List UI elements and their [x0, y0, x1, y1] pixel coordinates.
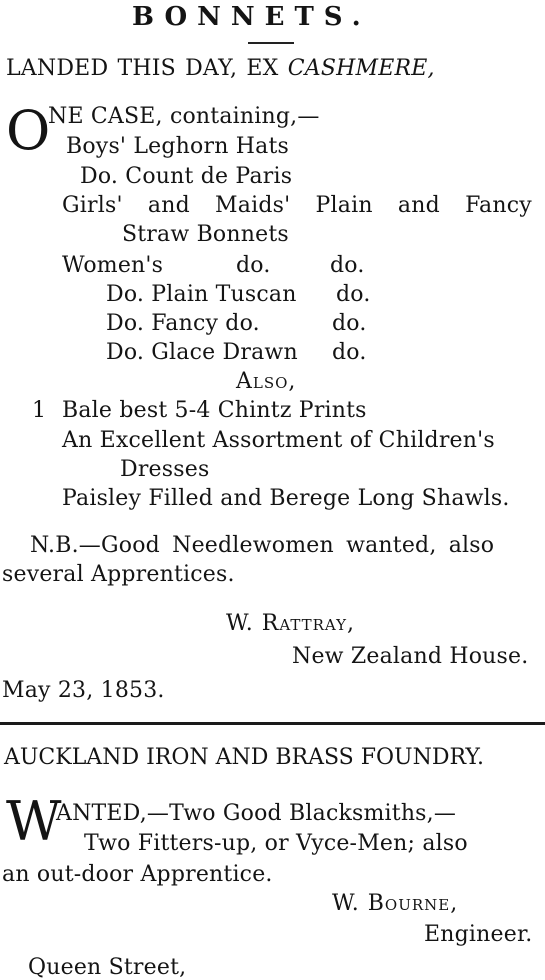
ditto-mark: do. [332, 340, 367, 365]
ad-subheading [6, 58, 435, 80]
extra-line: Bale best 5-4 Chintz Prints [62, 398, 367, 423]
quantity: 1 [32, 398, 47, 423]
item-line: Women's [62, 253, 164, 278]
item-line: Do. Plain Tuscan [106, 282, 297, 307]
subheading-text: LANDED THIS DAY, EX [6, 56, 279, 81]
dropcap-letter: O [6, 99, 51, 162]
dropcap-letter: W [6, 790, 62, 853]
ditto-mark: do. [330, 253, 365, 278]
date: May 23, 1853. [2, 678, 165, 703]
item-line-spread [62, 195, 544, 217]
item-line: Do. Glace Drawn [106, 340, 298, 365]
signature: W. Bourne, [332, 891, 459, 916]
item-line: Do. Fancy do. [106, 311, 260, 336]
ad-heading: AUCKLAND IRON AND BRASS FOUNDRY. [4, 745, 485, 770]
extra-line: Dresses [120, 457, 210, 482]
body-line: ANTED,—Two Good Blacksmiths,— [56, 801, 457, 826]
item-line: Boys' Leghorn Hats [66, 134, 290, 159]
intro-line: NE CASE, containing,— [48, 104, 320, 129]
extra-line: Paisley Filled and Berege Long Shawls. [62, 486, 510, 511]
signature-title: Engineer. [424, 922, 533, 947]
address: New Zealand House. [292, 644, 529, 669]
also-heading: Also, [236, 369, 297, 394]
nb-note: several Apprentices. [2, 562, 235, 587]
item-line: Straw Bonnets [122, 222, 289, 247]
ditto-mark: do. [332, 311, 367, 336]
item-line: Do. Count de Paris [80, 164, 293, 189]
street: Queen Street, [28, 955, 187, 980]
body-line: Two Fitters-up, or Vyce-Men; also [84, 831, 468, 856]
item-line-text: Girls' and Maids' Plain and Fancy [62, 193, 532, 218]
ad-heading: BONNETS. [132, 2, 371, 32]
ditto-mark: do. [236, 253, 271, 278]
short-rule [248, 42, 294, 44]
extra-line: An Excellent Assortment of Children's [62, 428, 495, 453]
signature: W. Rattray, [226, 611, 356, 636]
ship-name: CASHMERE, [287, 56, 435, 81]
nb-note: N.B.—Good Needlewomen wanted, also [30, 533, 495, 558]
body-line: an out-door Apprentice. [2, 862, 273, 887]
item-line [62, 195, 544, 217]
divider-rule [0, 722, 545, 725]
ditto-mark: do. [336, 282, 371, 307]
